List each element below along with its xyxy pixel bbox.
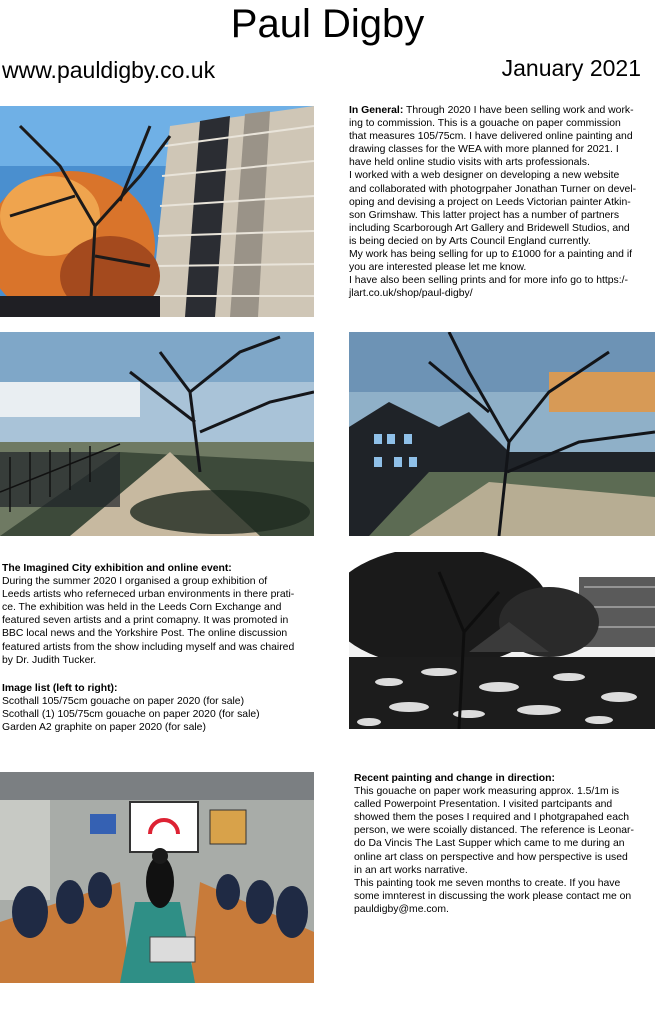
image-list-item: Garden A2 graphite on paper 2020 (for sale) bbox=[2, 722, 206, 734]
general-line: is being decied on by Arts Council England currently. bbox=[349, 235, 591, 247]
powerpoint-painting-image bbox=[0, 772, 314, 983]
exhibition-line: by Dr. Judith Tucker. bbox=[2, 654, 97, 666]
general-line: My work has being selling for up to £1000 for a painting and if bbox=[349, 249, 633, 261]
general-line: oping and devising a project on Leeds Victorian painter Atkin- bbox=[349, 196, 631, 208]
general-update-text bbox=[349, 104, 651, 300]
recent-painting-text bbox=[354, 772, 654, 916]
recent-line: do Da Vincis The Last Supper which came to me during an bbox=[354, 838, 625, 850]
image-list-item: Scothall 105/75cm gouache on paper 2020 (for sale) bbox=[2, 696, 245, 708]
newsletter-date: January 2021 bbox=[501, 55, 641, 81]
scothall-painting-image bbox=[0, 332, 314, 536]
recent-line: This painting took me seven months to create. If you have bbox=[354, 877, 621, 889]
recent-line: online art class on perspective and how perspective is used bbox=[354, 851, 628, 863]
exhibition-line: Leeds artists who referneced urban environments in there prati- bbox=[2, 589, 295, 601]
contact-email[interactable]: pauldigby@me.com. bbox=[354, 903, 449, 915]
general-line: Through 2020 I have been selling work and work- bbox=[403, 105, 634, 116]
general-line: that measures 105/75cm. I have delivered online painting and bbox=[349, 131, 633, 143]
exhibition-text bbox=[2, 562, 342, 667]
general-heading: In General: bbox=[349, 105, 404, 116]
exhibition-heading: The Imagined City exhibition and online event: bbox=[2, 563, 232, 574]
general-line: and collaborated with photogrpaher Jonathan Turner on devel- bbox=[349, 183, 637, 195]
commission-painting-image bbox=[0, 106, 314, 317]
recent-line: in an art works narrative. bbox=[354, 864, 468, 876]
exhibition-line: featured seven artists and a print comapny. It was promoted in bbox=[2, 615, 289, 627]
general-line: ing to commission. This is a gouache on paper commission bbox=[349, 118, 621, 130]
general-line: including Scarborough Art Gallery and Bridewell Studios, and bbox=[349, 222, 630, 234]
image-list bbox=[2, 682, 342, 734]
recent-line: This gouache on paper work measuring approx. 1.5/1m is bbox=[354, 786, 620, 798]
general-line: drawing classes for the WEA with more planned for 2021. I bbox=[349, 144, 619, 156]
scothall-1-painting-image bbox=[349, 332, 655, 536]
image-list-item: Scothall (1) 105/75cm gouache on paper 2020 (for sale) bbox=[2, 709, 260, 721]
general-line: have held online studio visits with arts professionals. bbox=[349, 157, 590, 169]
general-line: son Grimshaw. This latter project has a number of partners bbox=[349, 209, 620, 221]
recent-line: person, we were scoially distanced. The reference is Leonar- bbox=[354, 825, 634, 837]
general-line: you are interested please let me know. bbox=[349, 262, 527, 274]
general-line: I have also been selling prints and for more info go to https:/- bbox=[349, 275, 628, 287]
recent-line: showed them the poses I required and I photgrapahed each bbox=[354, 812, 629, 824]
garden-drawing-image bbox=[349, 552, 655, 729]
artist-name-title: Paul Digby bbox=[230, 2, 425, 46]
exhibition-line: featured artists from the show including myself and was chaired bbox=[2, 641, 295, 653]
exhibition-line: ce. The exhibition was held in the Leeds Corn Exchange and bbox=[2, 602, 282, 614]
general-line: I worked with a web designer on developing a new website bbox=[349, 170, 620, 182]
recent-line: some imnterest in discussing the work please contact me on bbox=[354, 890, 632, 902]
image-list-heading: Image list (left to right): bbox=[2, 683, 118, 694]
website-url[interactable]: www.pauldigby.co.uk bbox=[2, 57, 216, 83]
exhibition-line: During the summer 2020 I organised a group exhibition of bbox=[2, 576, 268, 588]
recent-line: called Powerpoint Presentation. I visited partcipants and bbox=[354, 799, 613, 811]
exhibition-line: BBC local news and the Yorkshire Post. The online discussion bbox=[2, 628, 288, 640]
general-line: jlart.co.uk/shop/paul-digby/ bbox=[349, 288, 473, 300]
recent-heading: Recent painting and change in direction: bbox=[354, 773, 555, 784]
